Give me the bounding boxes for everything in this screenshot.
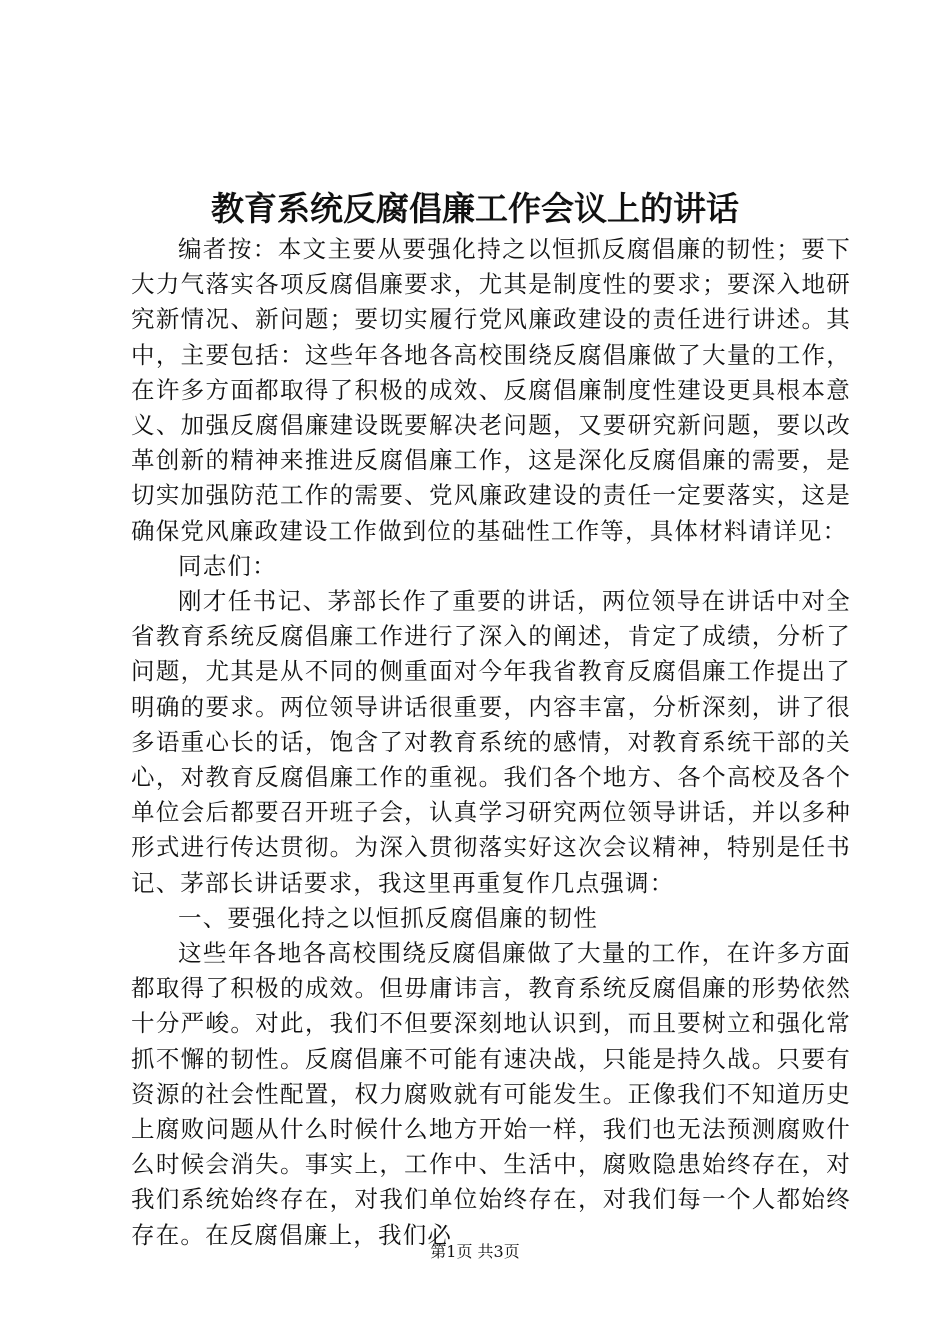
body-paragraph: 这些年各地各高校围绕反腐倡廉做了大量的工作，在许多方面都取得了积极的成效。但毋庸讳言，教育系统反腐倡廉的形势依然十分严峻。对此，我们不但要深刻地认识到，而且要树立和强化常抓不懈的韧性。反腐倡廉不可能有速决战，只能是持久战。只要有资源的社会性配置，权力腐败就有可能发生。正像我们不知道历史上腐败问题从什么时候什么地方开始一样，我们也无法预测腐败什么时候会消失。事实上，工作中、生活中，腐败隐患始终存在，对我们系统始终存在，对我们单位始终存在，对我们每一个人都始终存在。在反腐倡廉上，我们必 xyxy=(131,939,851,1249)
salutation-paragraph: 同志们： xyxy=(178,551,277,580)
section-heading: 一、要强化持之以恒抓反腐倡廉的韧性 xyxy=(178,903,598,932)
document-title: 教育系统反腐倡廉工作会议上的讲话 xyxy=(211,189,739,228)
body-paragraph: 刚才任书记、茅部长作了重要的讲话，两位领导在讲话中对全省教育系统反腐倡廉工作进行了深入的阐述，肯定了成绩，分析了问题，尤其是从不同的侧重面对今年我省教育反腐倡廉工作提出了明确的要求。两位领导讲话很重要，内容丰富，分析深刻，讲了很多语重心长的话，饱含了对教育系统的感情，对教育系统干部的关心，对教育反腐倡廉工作的重视。我们各个地方、各个高校及各个单位会后都要召开班子会，认真学习研究两位领导讲话，并以多种形式进行传达贯彻。为深入贯彻落实好这次会议精神，特别是任书记、茅部长讲话要求，我这里再重复作几点强调： xyxy=(131,587,851,897)
document-body xyxy=(131,232,851,1253)
page-footer: 第1页 共3页 xyxy=(430,1242,520,1261)
editor-note-paragraph: 编者按：本文主要从要强化持之以恒抓反腐倡廉的韧性；要下大力气落实各项反腐倡廉要求，尤其是制度性的要求；要深入地研究新情况、新问题；要切实履行党风廉政建设的责任进行讲述。其中，主要包括：这些年各地各高校围绕反腐倡廉做了大量的工作，在许多方面都取得了积极的成效、反腐倡廉制度性建设更具根本意义、加强反腐倡廉建设既要解决老问题，又要研究新问题，要以改革创新的精神来推进反腐倡廉工作，这是深化反腐倡廉的需要，是切实加强防范工作的需要、党风廉政建设的责任一定要落实，这是确保党风廉政建设工作做到位的基础性工作等，具体材料请详见： xyxy=(131,235,851,545)
